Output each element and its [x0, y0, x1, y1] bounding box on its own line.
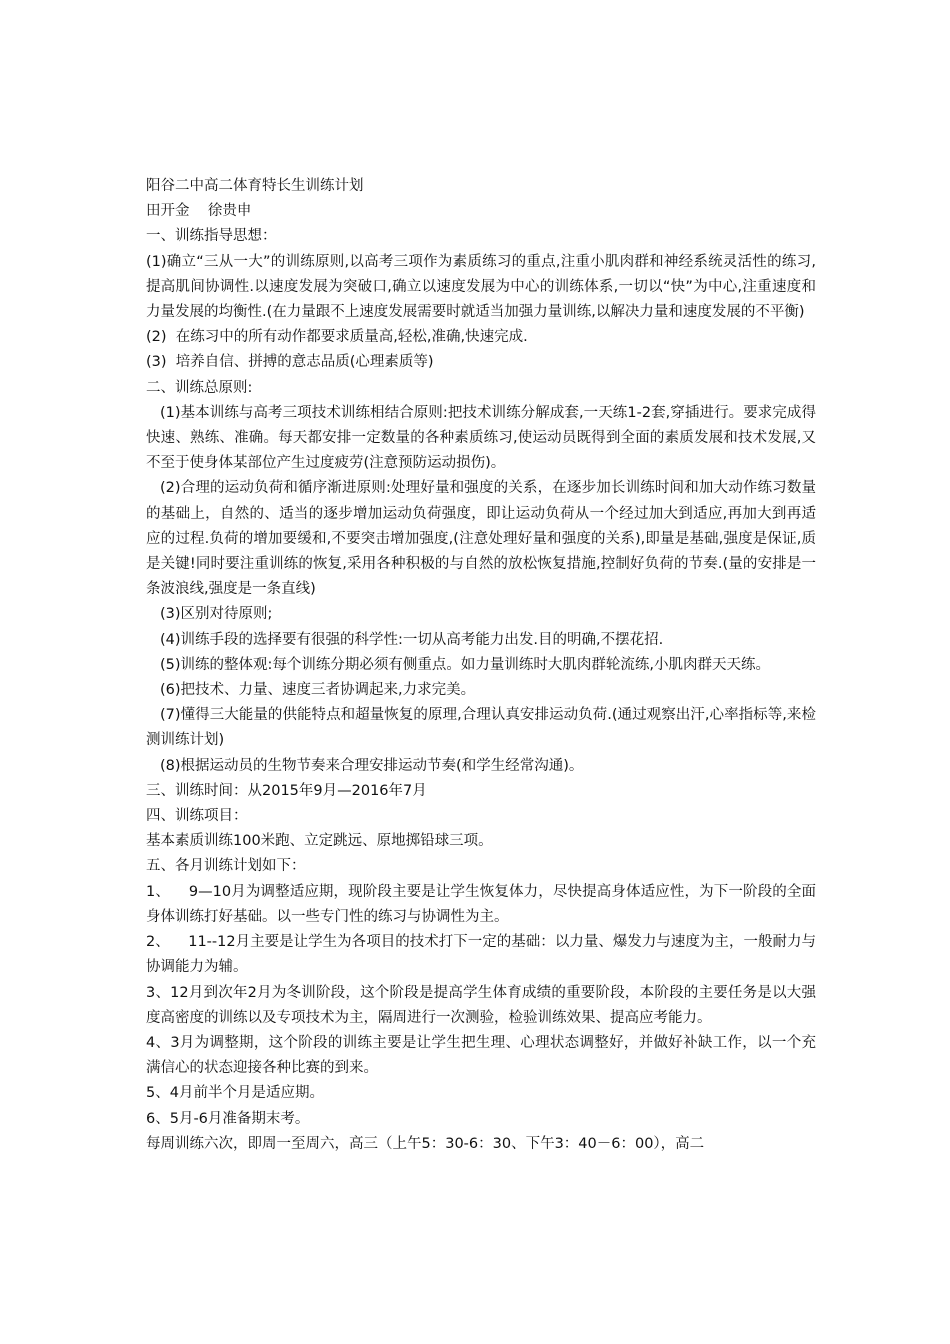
- paragraph: (1)基本训练与高考三项技术训练相结合原则:把技术训练分解成套,一天练1-2套,穿插进行。要求完成得快速、熟练、准确。每天都安排一定数量的各种素质练习,使运动员既得到全面的素质发展和技术发展,又不至于使身体某部位产生过度疲劳(注意预防运动损伤)。: [146, 404, 816, 472]
- paragraph: 6、5月-6月准备期末考。: [146, 1110, 310, 1127]
- paragraph: 每周训练六次，即周一至周六，高三（上午5：30-6：30、下午3：40－6：00），高二: [146, 1135, 705, 1152]
- paragraph: 2、 11--12月主要是让学生为各项目的技术打下一定的基础：以力量、爆发力与速度为主，一般耐力与协调能力为辅。: [146, 934, 816, 976]
- paragraph: (6)把技术、力量、速度三者协调起来,力求完美。: [160, 682, 476, 699]
- paragraph: 四、训练项目：: [146, 808, 248, 825]
- paragraph: 1、 9—10月为调整适应期，现阶段主要是让学生恢复体力，尽快提高身体适应性，为下一阶段的全面身体训练打好基础。以一些专门性的练习与协调性为主。: [146, 883, 816, 925]
- paragraph: 三、训练时间：从2015年9月—2016年7月: [146, 782, 427, 799]
- paragraph: (3) 培养自信、拼搏的意志品质(心理素质等): [146, 354, 434, 371]
- paragraph: (2)合理的运动负荷和循序渐进原则:处理好量和强度的关系，在逐步加长训练时间和加大动作练习数量的基础上，自然的、适当的逐步增加运动负荷强度，即让运动负荷从一个经过加大到适应,再加大到再适应的过程.负荷的增加要缓和,不要突击增加强度,(注意处理好量和强度的关系),即量是基础,强度是保证,质是关键!同时要注重训练的恢复,采用各种积极的与自然的放松恢复措施,控制好负荷的节奏.(量的安排是一条波浪线,强度是一条直线): [146, 480, 816, 598]
- paragraph: 4、3月为调整期，这个阶段的训练主要是让学生把生理、心理状态调整好，并做好补缺工作，以一个充满信心的状态迎接各种比赛的到来。: [146, 1034, 816, 1077]
- paragraph: (2) 在练习中的所有动作都要求质量高,轻松,准确,快速完成.: [146, 329, 528, 346]
- paragraph: (5)训练的整体观:每个训练分期必须有侧重点。如力量训练时大肌肉群轮流练,小肌肉群天天练。: [160, 656, 771, 673]
- paragraph: 一、训练指导思想：: [146, 228, 277, 245]
- paragraph: (7)懂得三大能量的供能特点和超量恢复的原理,合理认真安排运动负荷.(通过观察出汗,心率指标等,来检测训练计划): [146, 707, 816, 749]
- document-title: 阳谷二中高二体育特长生训练计划: [146, 178, 364, 194]
- document-authors: 田开金 徐贵申: [146, 203, 252, 220]
- document-body: [146, 174, 816, 1157]
- paragraph: (3)区别对待原则;: [160, 606, 273, 623]
- paragraph-list: [146, 224, 816, 1157]
- paragraph: (8)根据运动员的生物节奏来合理安排运动节奏(和学生经常沟通)。: [160, 757, 584, 774]
- paragraph: (1)确立“三从一大”的训练原则,以高考三项作为素质练习的重点,注重小肌肉群和神经系统灵活性的练习,提高肌间协调性.以速度发展为突破口,确立以速度发展为中心的训练体系,一切以“快”为中心,注重速度和力量发展的均衡性.(在力量跟不上速度发展需要时就适当加强力量训练,以解决力量和速度发展的不平衡): [146, 253, 816, 321]
- paragraph: 五、各月训练计划如下：: [146, 858, 306, 875]
- paragraph: 基本素质训练100米跑、立定跳远、原地掷铅球三项。: [146, 833, 493, 850]
- paragraph: 二、训练总原则:: [146, 379, 253, 396]
- paragraph: (4)训练手段的选择要有很强的科学性:一切从高考能力出发.目的明确,不摆花招.: [160, 631, 664, 648]
- paragraph: 5、4月前半个月是适应期。: [146, 1085, 324, 1102]
- paragraph: 3、12月到次年2月为冬训阶段，这个阶段是提高学生体育成绩的重要阶段，本阶段的主要任务是以大强度高密度的训练以及专项技术为主，隔周进行一次测验，检验训练效果、提高应考能力。: [146, 984, 816, 1026]
